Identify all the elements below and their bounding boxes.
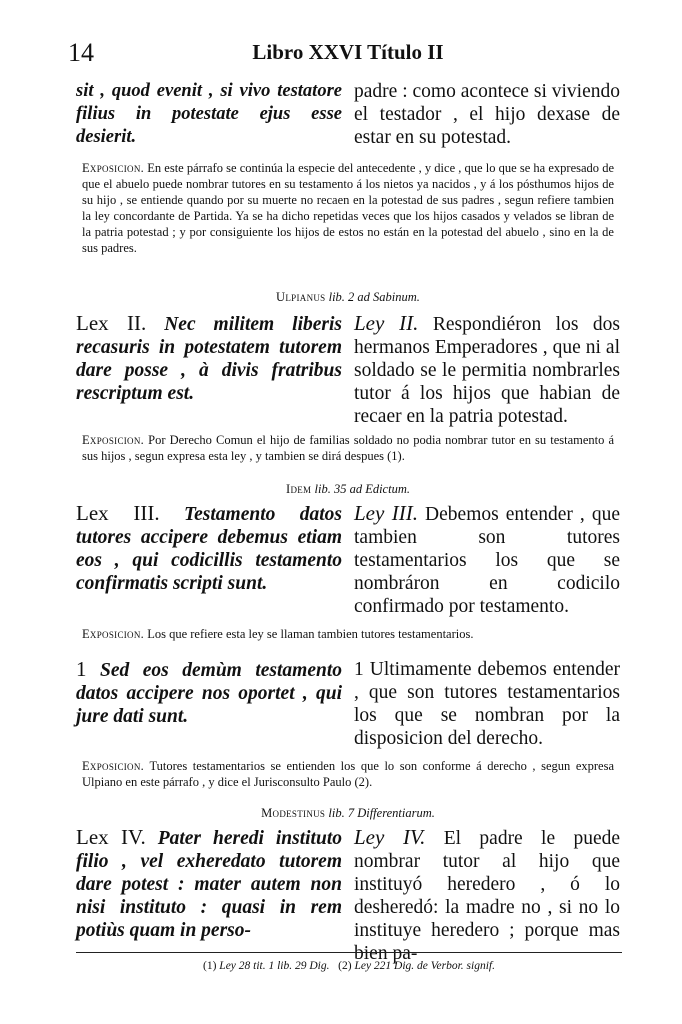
footnote-text: Ley 28 tit. 1 lib. 29 Dig.	[219, 960, 330, 972]
latin-paragraph-text: Sed eos demùm testamento datos accipere nos oportet , qui jure dati sunt.	[76, 660, 342, 727]
footnotes	[76, 960, 622, 972]
latin-law-label: Lex II.	[76, 311, 147, 335]
spanish-law-label: Ley II.	[354, 311, 419, 335]
spanish-law-label: Ley III.	[354, 501, 418, 525]
exposition-text: En este párrafo se continúa la especie del antecedente , y dice , que lo que se ha expresado de que el abuelo puede nombrar tutores en su testamento á los nietos ya nacidos , y á los pósthumos hijos de su hijo , se entiende quando por su muerte no recaen en la potestad de sus padres , segun refiere tambien la ley concordante de Partida. Ya se ha dicho repetidas veces que los hijos casados y velados se libran de la patria potestad ; y por consiguiente los hijos de estos no están en la potestad del abuelo , sino en la de sus padres.	[82, 161, 615, 255]
spanish-law-3	[354, 502, 620, 618]
spanish-law-2	[354, 312, 620, 428]
footnote-divider	[76, 952, 622, 953]
exposition-1	[82, 160, 614, 256]
footnote-text: Ley 221 Dig. de Verbor. signif.	[354, 960, 495, 972]
exposition-3	[82, 626, 614, 642]
footnote-marker: (2)	[338, 960, 352, 972]
exposition-label: Exposicion.	[82, 627, 145, 641]
exposition-4	[82, 758, 614, 790]
source-work: lib. 35 ad Edictum.	[314, 482, 410, 496]
latin-paragraph-1	[76, 658, 342, 728]
exposition-text: Los que refiere esta ley se llaman tambien tutores testamentarios.	[147, 627, 474, 641]
source-author: Ulpianus	[276, 290, 326, 304]
footnote-marker: (1)	[203, 960, 217, 972]
exposition-label: Exposicion.	[82, 433, 145, 447]
latin-law-4	[76, 826, 342, 942]
spanish-continuation: padre : como acontece si viviendo el testador , el hijo dexase de estar en su potestad.	[354, 81, 620, 148]
spanish-paragraph-text: Ultimamente debemos entender , que son tutores testamentarios los que se nombran por la disposicion del derecho.	[354, 659, 620, 749]
exposition-label: Exposicion.	[82, 161, 145, 175]
latin-law-label: Lex III.	[76, 501, 160, 525]
spanish-law-4	[354, 826, 620, 965]
page-header	[68, 38, 628, 68]
source-citation	[76, 290, 620, 305]
spanish-law-text: Respondiéron los dos hermanos Emperadores , que ni al soldado se le permitia nombrarles tutor á los hijos que habian de recaer en la patria potestad.	[354, 314, 620, 427]
latin-law-3	[76, 502, 342, 595]
running-title: Libro XXVI Título II	[252, 40, 444, 64]
exposition-label: Exposicion.	[82, 759, 145, 773]
latin-law-2	[76, 312, 342, 405]
paragraph-number: 1	[354, 659, 364, 680]
latin-continuation: sit , quod evenit , si vivo testatore filius in potestate ejus esse desierit.	[76, 81, 342, 147]
source-citation	[76, 482, 620, 497]
latin-law-text: Testamento datos tutores accipere debemus etiam eos , qui codicillis testamento confirmatis scripti sunt.	[76, 504, 342, 594]
spanish-law-text: Debemos entender , que tambien son tutores testamentarios los que se nombráron en codicilo confirmado por testamento.	[354, 504, 621, 617]
latin-law-text: Pater heredi instituto filio , vel exheredato tutorem dare potest : mater autem non nisi instituto : quasi in rem potiùs quam in perso-	[76, 828, 342, 941]
latin-law-label: Lex IV.	[76, 825, 146, 849]
exposition-2	[82, 432, 614, 464]
source-citation	[76, 806, 620, 821]
spanish-paragraph-1	[354, 658, 620, 750]
source-work: lib. 7 Differentiarum.	[328, 806, 435, 820]
spanish-law-label: Ley IV.	[354, 825, 426, 849]
exposition-text: Tutores testamentarios se entienden los que lo son conforme á derecho , segun expresa Ulpiano en este párrafo , y dice el Jurisconsulto Paulo (2).	[82, 759, 614, 789]
source-work: lib. 2 ad Sabinum.	[328, 290, 420, 304]
source-author: Modestinus	[261, 806, 326, 820]
page-number: 14	[68, 38, 94, 67]
spanish-law-text: El padre le puede nombrar tutor al hijo que instituyó heredero , ó lo desheredó: la madre no , si no lo instituye heredero ; porque mas bien pa-	[354, 828, 621, 964]
paragraph-number: 1	[76, 657, 87, 681]
source-author: Idem	[286, 482, 312, 496]
exposition-text: Por Derecho Comun el hijo de familias soldado no podia nombrar tutor en su testamento á sus hijos , segun expresa esta ley , y tambien se dirá despues (1).	[82, 433, 615, 463]
latin-law-text: Nec militem liberis recasuris in potestatem tutorem dare posse , à divis fratribus rescriptum est.	[76, 314, 343, 404]
